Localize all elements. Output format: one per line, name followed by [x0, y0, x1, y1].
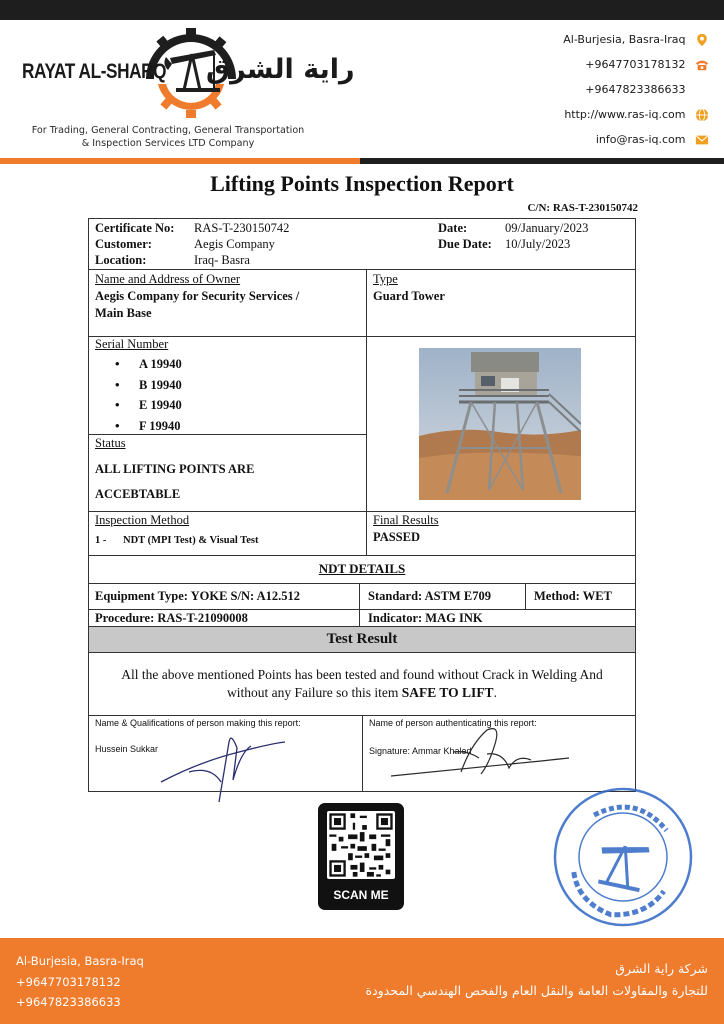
sig-right-label: Name of person authenticating this report: [369, 718, 537, 728]
mail-icon [694, 133, 710, 147]
phone-icon [694, 58, 710, 72]
final-results-value: PASSED [373, 530, 421, 544]
certificate-value: RAS-T-230150742 [194, 221, 290, 235]
equipment-cell [89, 583, 359, 609]
contact-email: info@ras-iq.com [563, 130, 710, 155]
customer-label: Customer: [95, 237, 152, 251]
procedure-value: Procedure: RAS-T-21090008 [95, 611, 248, 625]
indicator-cell [359, 609, 635, 626]
top-bar [0, 0, 724, 20]
type-value: Guard Tower [373, 289, 445, 303]
serial-cell [89, 336, 366, 434]
standard-value: Standard: ASTM E709 [368, 589, 491, 603]
location-label: Location: [95, 253, 147, 267]
scan-me-label: SCAN ME [333, 888, 389, 902]
report-title: Lifting Points Inspection Report [210, 171, 514, 196]
sig-left-name: Hussein Sukkar [95, 744, 159, 754]
globe-icon [694, 108, 710, 122]
contact-address: Al-Burjesia, Basra-Iraq [563, 30, 710, 55]
company-tagline: For Trading, General Contracting, General Transportation & Inspection Services LTD Company [31, 125, 305, 149]
serial-label: Serial Number [95, 337, 169, 351]
standard-cell [359, 583, 525, 609]
sig-left-label: Name & Qualifications of person making this report: [95, 718, 301, 728]
ndt-details-row [89, 555, 635, 583]
photo-cell [366, 336, 635, 511]
owner-value: Aegis Company for Security Services / Main Base [95, 289, 300, 320]
certificate-label: Certificate No: [95, 221, 175, 235]
qr-pattern-icon [327, 811, 395, 879]
equipment-type: Equipment Type: YOKE S/N: A12.512 [95, 589, 301, 603]
company-logo [16, 24, 355, 124]
list-item: • A 19940 [115, 354, 182, 375]
contact-phone-1: +9647703178132 [563, 55, 710, 80]
ndt-details-title: NDT DETAILS [318, 561, 406, 576]
list-item: • B 19940 [115, 375, 182, 396]
status-label: Status [95, 436, 126, 450]
customer-value: Aegis Company [194, 237, 275, 251]
company-name-latin: RAYAT AL-SHARQ [22, 60, 167, 83]
list-item: • E 19940 [115, 395, 182, 416]
footer-arabic-company: شركة راية الشرق للتجارة والمقاولات العامة والنقل العام والفحص الهندسي المحدودة [365, 961, 708, 998]
serial-list [115, 354, 182, 436]
owner-label: Name and Address of Owner [95, 272, 241, 286]
status-line-2: ACCEBTABLE [95, 487, 181, 501]
method-label: Inspection Method [95, 513, 190, 527]
due-date-value: 10/July/2023 [505, 237, 571, 251]
method-wet-value: Method: WET [534, 589, 612, 603]
footer [0, 938, 724, 1024]
contact-phone-2: +9647823386633 [585, 83, 686, 96]
method-cell [89, 511, 366, 555]
header-divider-dark [360, 158, 724, 164]
type-label: Type [373, 272, 398, 286]
status-line-1: ALL LIFTING POINTS ARE [95, 462, 255, 476]
header-contacts [563, 30, 710, 155]
method-value: NDT (MPI Test) & Visual Test [123, 535, 259, 546]
header-divider-orange [0, 158, 360, 164]
location-value: Iraq- Basra [194, 253, 250, 267]
method-number: 1 - [95, 535, 107, 546]
sig-right-name: Signature: Ammar Khaled [369, 746, 472, 756]
test-result-title: Test Result [89, 626, 635, 652]
due-date-label: Due Date: [438, 237, 492, 251]
signature-left-cell [89, 715, 362, 791]
final-results-label: Final Results [373, 513, 439, 527]
location-pin-icon [694, 33, 710, 47]
procedure-cell [89, 609, 359, 626]
signature-right-scribble [391, 724, 571, 784]
status-cell [89, 434, 366, 511]
final-results-cell [366, 511, 635, 555]
list-item: • F 19940 [115, 416, 182, 437]
type-cell [366, 269, 635, 336]
company-stamp-seal [548, 782, 698, 932]
contact-website: http://www.ras-iq.com [563, 105, 710, 130]
control-number: C/N: RAS-T-230150742 [527, 202, 638, 214]
indicator-value: Indicator: MAG INK [368, 611, 483, 625]
method-wet-cell [525, 583, 635, 609]
guard-tower-photo [419, 348, 581, 500]
footer-contacts: Al-Burjesia, Basra-Iraq +9647703178132 +9647823386633 [16, 954, 144, 1009]
test-result-text: All the above mentioned Points has been tested and found without Crack in Welding And without any Failure so this item SAFE TO LIFT. [89, 652, 635, 715]
company-name-arabic: راية الشرق [206, 54, 355, 85]
certificate-info-row [89, 219, 635, 269]
owner-cell [89, 269, 366, 336]
qr-code[interactable] [318, 803, 404, 910]
date-label: Date: [438, 221, 468, 235]
date-value: 09/January/2023 [505, 221, 589, 235]
report-table [88, 218, 636, 792]
signature-right-cell [362, 715, 635, 791]
signature-left-scribble [159, 722, 289, 808]
